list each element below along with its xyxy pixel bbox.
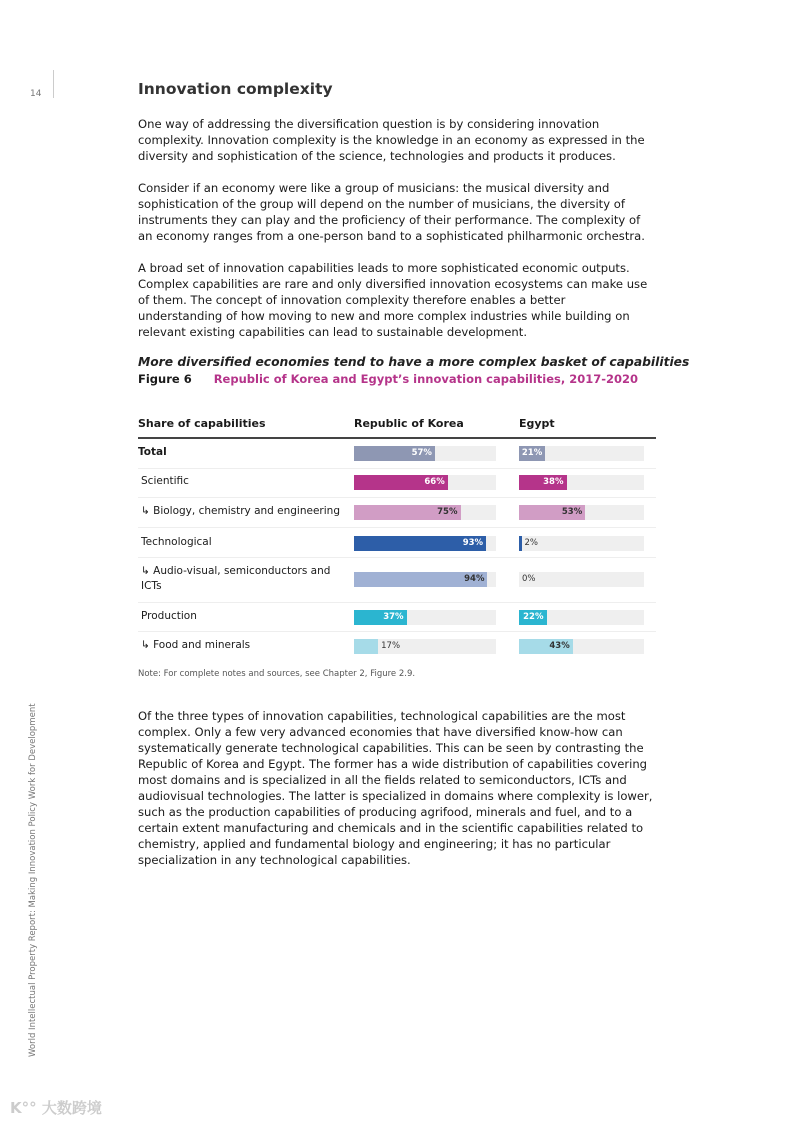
korea-bar-track: [354, 572, 496, 587]
page-number: 14: [30, 89, 42, 99]
watermark-logo: K°° 大数跨境: [10, 1099, 102, 1117]
korea-value-label: 37%: [383, 612, 404, 622]
egypt-bar-track: [519, 610, 644, 625]
egypt-value-label: 43%: [549, 641, 570, 651]
egypt-bar-track: [519, 639, 644, 654]
korea-value-label: 93%: [462, 538, 484, 548]
korea-value-label: 94%: [464, 574, 485, 584]
column-header-share: Share of capabilities: [138, 417, 266, 430]
egypt-bar-track: [519, 572, 644, 587]
egypt-value-label: 53%: [561, 507, 583, 517]
korea-bar: [354, 639, 378, 654]
paragraph-1: One way of addressing the diversification question is by considering innovation complexity. Innovation complexity is the knowledge in an economy as expressed in the diversity and sophistication of the science, technologies and products it produces.: [138, 117, 645, 163]
egypt-bar-track: [519, 536, 644, 551]
egypt-value-label: 21%: [521, 448, 543, 458]
column-header-egypt: Egypt: [519, 417, 555, 430]
egypt-value-label: 22%: [523, 612, 544, 622]
row-label: ↳ Biology, chemistry and engineering: [141, 505, 340, 517]
figure-note: Note: For complete notes and sources, see Chapter 2, Figure 2.9.: [138, 669, 416, 679]
figure-headline: More diversified economies tend to have a more complex basket of capabilities: [138, 355, 690, 369]
row-label: Scientific: [141, 475, 189, 487]
row-label: Technological: [141, 536, 212, 548]
korea-bar-track: [354, 536, 496, 551]
egypt-value-label: 38%: [543, 477, 564, 487]
korea-value-label: 66%: [424, 477, 445, 487]
egypt-value-label: 2%: [524, 538, 538, 548]
header-rule: [138, 437, 656, 439]
figure-title: [138, 372, 638, 386]
report-title-sidebar: World Intellectual Property Report: Making Innovation Policy Work for Development: [28, 703, 38, 1057]
korea-value-label: 75%: [437, 507, 458, 517]
row-label: ↳ Food and minerals: [141, 639, 251, 651]
column-header-korea: Republic of Korea: [354, 417, 464, 430]
korea-value-label: 57%: [411, 448, 432, 458]
egypt-bar-track: [519, 505, 644, 520]
row-label: Total: [138, 446, 167, 458]
korea-bar-track: [354, 475, 496, 490]
egypt-bar: [519, 536, 522, 551]
divider: [53, 70, 54, 98]
egypt-bar-track: [519, 475, 644, 490]
korea-bar-track: [354, 610, 496, 625]
section-heading: Innovation complexity: [138, 80, 333, 98]
egypt-value-label: 0%: [522, 574, 536, 584]
row-label: ↳ Audio-visual, semiconductors and ICTs: [141, 565, 331, 592]
korea-bar-track: [354, 505, 496, 520]
paragraph-4: Of the three types of innovation capabilities, technological capabilities are the most complex. Only a few very advanced economies that have diversified know-how can systematically generate technological capabilities. This can be seen by contrasting the Republic of Korea and Egypt. The former has a wide distribution of capabilities covering most domains and is specialized in all the fields related to semiconductors, ICTs and audiovisual technologies. The latter is specialized in domains where complexity is lower, such as the production capabilities of producing agrifood, minerals and fuel, and to a certain extent manufacturing and chemicals and in the scientific capabilities related to chemistry, applied and fundamental biology and engineering; it has no particular specialization in any technological capabilities.: [138, 709, 653, 867]
korea-bar-track: [354, 639, 496, 654]
egypt-bar-track: [519, 446, 644, 461]
row-label: Production: [141, 610, 197, 622]
paragraph-2: Consider if an economy were like a group of musicians: the musical diversity and sophistication of the group will depend on the number of musicians, the diversity of instruments they can play and the proficiency of their performance. The complexity of an economy ranges from a one-person band to a sophisticated philharmonic orchestra.: [138, 181, 645, 243]
korea-value-label: 17%: [381, 641, 401, 651]
figure-caption: Republic of Korea and Egypt’s innovation capabilities, 2017-2020: [213, 372, 639, 386]
korea-bar-track: [354, 446, 496, 461]
figure-label: Figure 6: [138, 372, 192, 386]
paragraph-3: A broad set of innovation capabilities leads to more sophisticated economic outputs. Complex capabilities are rare and only diversified innovation ecosystems can make use of them. The concept of innovation complexity therefore enables a better understanding of how moving to new and more complex industries while building on relevant existing capabilities can lead to sustainable development.: [138, 261, 648, 339]
